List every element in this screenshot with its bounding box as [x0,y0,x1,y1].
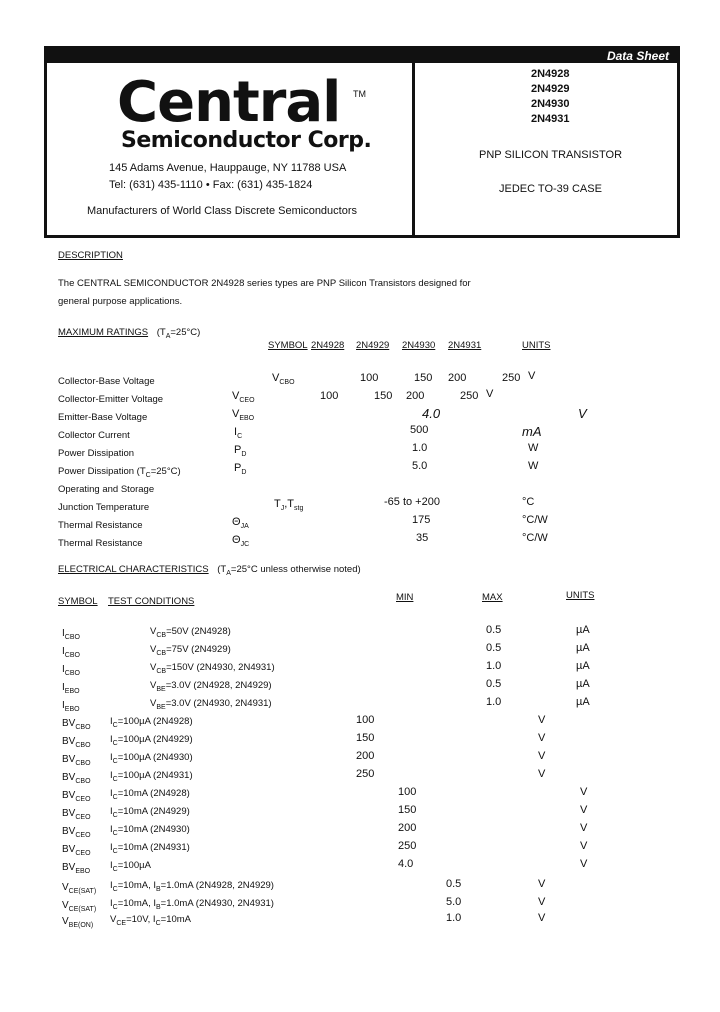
rating-symbol-sub: stg [294,505,304,513]
elec-symbol-main: BV [62,790,76,801]
elec-symbol-main: BV [62,754,76,765]
rating-value: 100 [320,390,339,402]
elec-heading: ELECTRICAL CHARACTERISTICS [58,564,209,575]
elec-symbol-main: BV [62,772,76,783]
rating-symbol-sub: JC [240,541,250,549]
col-units: UNITS [522,340,551,351]
col-max: MAX [482,592,503,603]
elec-condition [150,662,275,675]
elec-symbol [62,790,91,803]
elec-cond-sub: CB [156,667,167,675]
rating-symbol-main: I [234,426,238,438]
rating-symbol [234,462,246,476]
elec-symbol-main: I [62,664,65,675]
rating-value: 1.0 [412,442,428,454]
elec-symbol-sub: CBO [64,634,80,641]
elec-symbol-main: I [62,700,65,711]
rating-param [58,484,154,495]
rating-symbol-sub: J [280,505,285,513]
rating-param-text: Thermal Resistance [58,538,143,549]
elec-condition [110,752,193,765]
elec-cond-text: =50V (2N4928) [166,626,231,637]
elec-symbol-sub: CBO [75,778,91,785]
elec-symbol [62,844,91,857]
rating-symbol [234,426,242,440]
elec-cond-var: V [150,680,157,691]
data-sheet-label: Data Sheet [606,49,669,63]
elec-cond-sub: C [112,739,118,747]
elec-cond-var: I [110,734,113,745]
rating-value: 100 [360,372,379,384]
rating-symbol-main: T [274,498,281,510]
elec-symbol-sub: CEO [75,832,91,839]
rating-symbol [232,516,249,530]
rating-value: 250 [460,390,479,402]
col-min: MIN [396,592,414,603]
elec-symbol-sub: CEO [75,850,91,857]
elec-condition [110,734,193,747]
elec-cond-var: I [110,770,113,781]
company-tagline: Manufacturers of World Class Discrete Semiconductors [87,205,358,217]
rating-param-text: Power Dissipation (T [58,466,146,477]
elec-unit: V [538,878,546,890]
elec-cond-text: =10V, I [126,914,156,925]
elec-symbol-main: BV [62,808,76,819]
rating-value: 250 [502,372,521,384]
rating-unit: W [528,442,539,454]
elec-cond-text: =10mA, I [117,880,156,891]
elec-unit: V [580,822,588,834]
device-type: PNP SILICON TRANSISTOR [479,149,623,161]
elec-unit: µA [576,678,590,690]
rating-param [58,520,142,531]
elec-min: 200 [356,750,375,762]
elec-cond-text: =10mA (2N4931) [117,842,190,853]
rating-param-sub: C [145,471,151,479]
elec-min: 250 [398,840,417,852]
elec-condition [110,788,190,801]
elec-unit: V [580,804,588,816]
elec-cond-sub: B [156,903,161,911]
rating-param [58,466,181,479]
elec-symbol [62,646,80,659]
elec-symbol-main: V [62,916,69,927]
elec-condition [110,842,190,855]
rating-param [58,538,142,549]
elec-condition [110,860,151,873]
elec-cond-sub: CB [156,631,167,639]
elec-condition [110,898,274,911]
max-ratings-cond: $(T_A=25^\circ C)$ [156,327,201,340]
rating-symbol [232,534,249,548]
rating-param-text: Collector-Emitter Voltage [58,394,164,405]
elec-symbol [62,916,93,929]
elec-cond-text: =100µA (2N4930) [117,752,193,763]
elec-symbol [62,664,80,677]
elec-min: 150 [398,804,417,816]
elec-unit: V [538,896,546,908]
rating-symbol-main: V [232,390,240,402]
elec-max: 5.0 [446,896,462,908]
rating-value: 200 [406,390,425,402]
elec-cond-var: I [110,788,113,799]
rating-param [58,376,155,387]
elec-unit: V [538,912,546,924]
elec-symbol-main: BV [62,718,76,729]
rating-symbol-main: P [234,462,242,474]
rating-value: 175 [412,514,431,526]
elec-symbol [62,718,91,731]
elec-cond-sub: CE [116,919,127,927]
elec-min: 100 [398,786,417,798]
elec-cond-sub: C [112,903,118,911]
rating-unit: V [486,388,494,400]
elec-symbol-sub: BE(ON) [68,922,94,929]
description-line: general purpose applications. [58,296,183,307]
elec-condition [110,806,190,819]
elec-unit: V [580,840,588,852]
rating-symbol-main: V [272,372,280,384]
rating-symbol [272,372,295,386]
elec-symbol-main: V [62,900,69,911]
rating-param-text: Operating and Storage [58,484,155,495]
rating-symbol-main: ,T [284,498,295,510]
elec-symbol-main: BV [62,862,76,873]
elec-min: 150 [356,732,375,744]
col-symbol: SYMBOL [268,340,308,351]
part-numbers [531,67,570,127]
elec-cond-text: =100µA (2N4928) [117,716,193,727]
elec-symbol-main: V [62,882,69,893]
elec-condition [110,716,193,729]
elec-cond-text: =10mA (2N4929) [117,806,190,817]
elec-cond-var: V [150,626,157,637]
part-number: 2N4930 [531,98,570,110]
elec-cond-sub: C [112,847,118,855]
elec-symbol [62,826,91,839]
elec-condition [150,626,231,639]
header-box [44,46,680,238]
elec-symbol-main: I [62,682,65,693]
elec-cond-text: =3.0V (2N4930, 2N4931) [165,698,272,709]
elec-cond-sub: CB [156,649,167,657]
rating-symbol-main: Θ [232,516,241,528]
elec-cond-sub: C [112,775,118,783]
elec-symbol-sub: EBO [64,706,80,713]
part-number: 2N4928 [531,68,570,80]
rating-value: -65 to +200 [384,496,440,508]
elec-unit: µA [576,660,590,672]
rating-symbol-sub: CEO [239,397,255,405]
rating-value: 500 [410,424,429,436]
description-line: The CENTRAL SEMICONDUCTOR 2N4928 series types are PNP Silicon Transistors designed for [58,278,471,289]
elec-condition [150,698,272,711]
elec-unit: V [580,786,588,798]
elec-cond-sub: C [112,721,118,729]
elec-min: 250 [356,768,375,780]
elec-condition [110,880,274,893]
elec-symbol-sub: CEO [75,796,91,803]
rating-symbol [232,390,255,404]
elec-max: 0.5 [486,678,502,690]
elec-cond-text: =3.0V (2N4928, 2N4929) [165,680,272,691]
elec-cond-text: =10mA, I [117,898,156,909]
elec-symbol [62,736,91,749]
rating-param-text: Collector Current [58,430,130,441]
elec-cond-sub: C [112,865,118,873]
elec-max: 0.5 [486,642,502,654]
col-test: TEST CONDITIONS [108,596,195,607]
rating-symbol-sub: JA [240,523,249,531]
elec-cond-var: I [110,842,113,853]
elec-symbol [62,700,80,713]
rating-symbol-sub: D [241,469,247,477]
rating-param [58,502,149,513]
rating-symbol [232,408,254,422]
elec-unit: V [580,858,588,870]
elec-cond-text: =100µA (2N4929) [117,734,193,745]
rating-param-rest: =25°C) [150,466,181,477]
rating-param-text: Power Dissipation [58,448,135,459]
col-part: 2N4928 [311,340,345,351]
rating-symbol-sub: EBO [239,415,255,423]
elec-symbol-sub: EBO [64,688,80,695]
elec-cond-text: =100µA [117,860,151,871]
elec-unit: V [538,732,546,744]
elec-symbol-main: BV [62,826,76,837]
elec-cond-var: V [150,662,157,673]
elec-symbol [62,754,91,767]
elec-symbol-main: BV [62,844,76,855]
rating-value: 5.0 [412,460,428,472]
elec-symbol [62,882,96,895]
company-address: 145 Adams Avenue, Hauppauge, NY 11788 USA [109,162,347,174]
elec-cond-sub: C [112,885,118,893]
elec-symbol-sub: CBO [64,652,80,659]
elec-cond-var: I [110,824,113,835]
part-number: 2N4931 [531,113,570,125]
elec-cond-text: =10mA [160,914,192,925]
header-divider [412,63,415,235]
trademark-mark: TM [353,89,366,99]
elec-symbol-main: I [62,628,65,639]
elec-condition [150,644,231,657]
elec-min: 4.0 [398,858,414,870]
elec-cond-var: I [110,880,113,891]
elec-symbol-sub: EBO [75,868,91,875]
rating-value: 150 [374,390,393,402]
elec-unit: µA [576,624,590,636]
rating-value: 200 [448,372,467,384]
elec-cond-sub: C [112,757,118,765]
elec-cond-var: V [110,914,117,925]
elec-symbol-main: I [62,646,65,657]
elec-cond-var: I [110,752,113,763]
elec-symbol-sub: CBO [64,670,80,677]
elec-symbol-sub: CBO [75,760,91,767]
elec-cond-sub: C [112,829,118,837]
rating-unit: W [528,460,539,472]
elec-cond-sub: C [112,811,118,819]
elec-symbol [62,772,91,785]
elec-cond-sub: C [112,793,118,801]
rating-symbol-main: V [232,408,240,420]
elec-cond-text: =150V (2N4930, 2N4931) [166,662,275,673]
elec-cond: ($T_A=25^\circ C$ unless otherwise noted) [217,564,361,577]
rating-param-text: Collector-Base Voltage [58,376,155,387]
elec-max: 1.0 [486,660,502,672]
elec-cond-text: =1.0mA (2N4930, 2N4931) [160,898,274,909]
rating-symbol-main: P [234,444,242,456]
elec-cond-var: I [110,716,113,727]
elec-max: 0.5 [446,878,462,890]
rating-param-text: Thermal Resistance [58,520,143,531]
elec-cond-var: V [150,644,157,655]
elec-condition [150,680,272,693]
elec-condition [110,824,190,837]
elec-cond-text: =10mA (2N4930) [117,824,190,835]
rating-unit: °C [522,496,535,508]
rating-symbol-sub: C [237,433,243,441]
company-phone: Tel: (631) 435-1110 • Fax: (631) 435-1824 [109,179,313,191]
description-heading: DESCRIPTION [58,250,123,261]
elec-max: 1.0 [486,696,502,708]
rating-value: 35 [416,532,429,544]
elec-unit: V [538,768,546,780]
max-ratings-title [58,327,200,340]
elec-condition [110,914,191,927]
elec-cond-sub: BE [156,685,166,693]
elec-cond-text: =1.0mA (2N4928, 2N4929) [160,880,274,891]
rating-symbol [234,444,246,458]
elec-max: 1.0 [446,912,462,924]
elec-symbol [62,808,91,821]
elec-symbol [62,862,90,875]
elec-symbol-sub: CEO [75,814,91,821]
elec-min: 100 [356,714,375,726]
rating-value: 150 [414,372,433,384]
elec-title [58,564,361,577]
elec-cond-sub: BE [156,703,166,711]
elec-symbol-main: BV [62,736,76,747]
elec-symbol [62,628,80,641]
rating-symbol [274,498,303,512]
elec-symbol [62,900,96,913]
elec-cond-sub: C [155,919,161,927]
elec-unit: V [538,750,546,762]
rating-unit: °C/W [522,514,548,526]
max-ratings-heading: MAXIMUM RATINGS [58,327,149,338]
rating-param [58,430,130,441]
rating-param [58,394,163,405]
elec-symbol-sub: CE(SAT) [68,888,97,895]
rating-unit: V [528,370,536,382]
elec-cond-var: I [110,806,113,817]
case-type: JEDEC TO-39 CASE [499,183,602,195]
elec-cond-text: =10mA (2N4928) [117,788,190,799]
elec-cond-var: I [110,860,113,871]
header-bar [47,49,677,63]
elec-cond-var: V [150,698,157,709]
elec-symbol [62,682,80,695]
rating-param [58,412,147,423]
elec-cond-sub: B [156,885,161,893]
col-part: 2N4929 [356,340,390,351]
elec-min: 200 [398,822,417,834]
elec-condition [110,770,193,783]
rating-unit: V [578,406,587,421]
elec-max: 0.5 [486,624,502,636]
col-part: 2N4930 [402,340,436,351]
rating-param [58,448,134,459]
elec-cond-text: =100µA (2N4931) [117,770,193,781]
rating-unit: mA [522,424,542,439]
rating-symbol-sub: D [241,451,247,459]
part-number: 2N4929 [531,83,570,95]
elec-cond-text: =75V (2N4929) [166,644,231,655]
rating-param-text: Emitter-Base Voltage [58,412,148,423]
rating-unit: °C/W [522,532,548,544]
elec-symbol-sub: CBO [75,742,91,749]
company-logo: Central [117,70,341,135]
elec-symbol-sub: CE(SAT) [68,906,97,913]
elec-unit: µA [576,642,590,654]
rating-symbol-main: Θ [232,534,241,546]
rating-value: 4.0 [422,406,441,421]
elec-cond-var: I [110,898,113,909]
col-units: UNITS [566,590,595,601]
rating-param-text: Junction Temperature [58,502,150,513]
elec-unit: µA [576,696,590,708]
elec-unit: V [538,714,546,726]
col-part: 2N4931 [448,340,482,351]
company-logo-sub: Semiconductor Corp. [121,128,372,153]
elec-symbol-sub: CBO [75,724,91,731]
col-symbol: SYMBOL [58,596,98,607]
rating-symbol-sub: CBO [279,379,295,387]
